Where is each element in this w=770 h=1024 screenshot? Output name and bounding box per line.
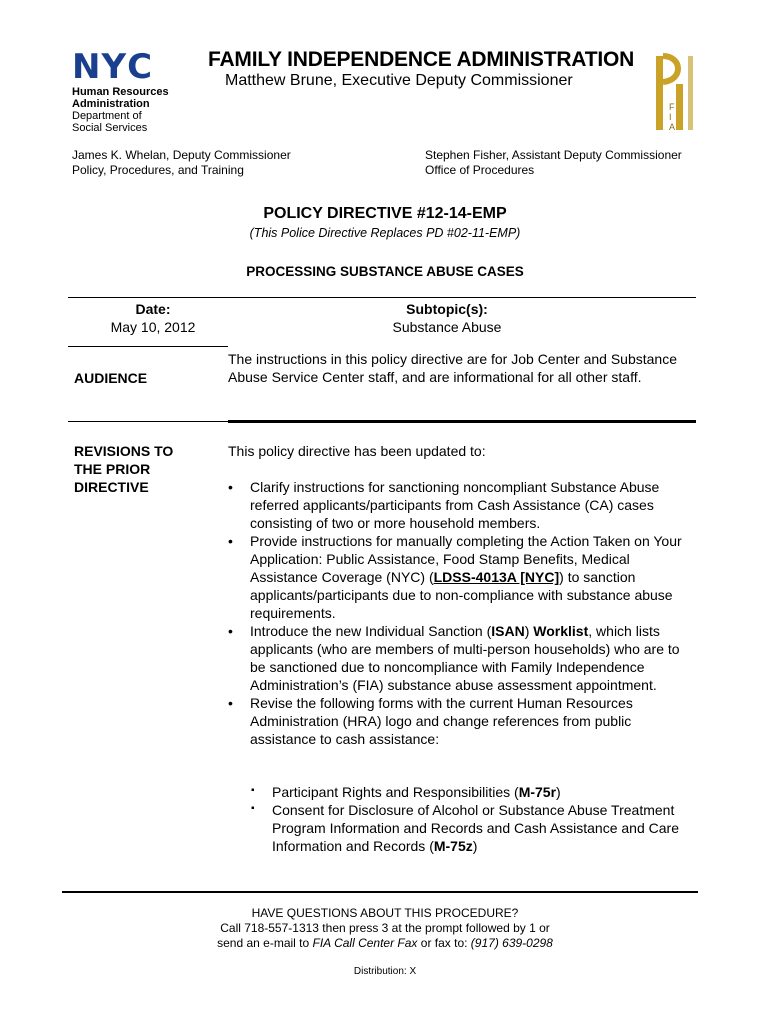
list-item: [228, 478, 688, 532]
signatory-left-office: Policy, Procedures, and Training: [72, 163, 244, 177]
signatory-right: [425, 148, 682, 178]
fia-logo-curve: [663, 56, 678, 82]
subtopic-label: Subtopic(s):: [406, 301, 488, 317]
subtopic-block: [228, 300, 666, 336]
list-item: [228, 694, 688, 748]
signatory-right-office: Office of Procedures: [425, 163, 535, 177]
fia-logo-letter-i: I: [669, 112, 672, 122]
audience-label: AUDIENCE: [74, 370, 148, 386]
bullet-text-4: Revise the following forms with the current Human Resources Administration (HRA) logo and change references from public assistance to cash assistance:: [250, 695, 633, 747]
fia-logo-bar-3: [688, 56, 693, 130]
org-title: FAMILY INDEPENDENCE ADMINISTRATION: [208, 48, 635, 71]
bullet-text-2-post: ) to sanction applicants/participants due to non-compliance with substance abuse requirements.: [250, 569, 673, 621]
bullet-text-2-pre: Provide instructions for manually completing the Action Taken on Your Application: Public Assistance, Food Stamp Benefits, Medical Assistance Coverage (NYC) (: [250, 533, 682, 585]
fia-logo-bar-2: [676, 84, 683, 130]
footer: [0, 906, 770, 951]
directive-title: POLICY DIRECTIVE #12-14-EMP: [263, 205, 507, 222]
subtopic-value: Substance Abuse: [392, 319, 502, 335]
logo-letter-n: N: [72, 47, 100, 87]
form-2-pre: Consent for Disclosure of Alcohol or Substance Abuse Treatment Program Information and Records and Cash Assistance and Care Information and Records (: [272, 802, 679, 854]
bullet-icon: •: [228, 623, 233, 639]
logo-letter-y: Y: [101, 47, 126, 87]
logo-line-1: Human Resources: [72, 86, 169, 98]
footer-question: HAVE QUESTIONS ABOUT THIS PROCEDURE?: [251, 906, 519, 920]
logo-line-3: Department of: [72, 110, 142, 122]
divider-left-1: [68, 346, 228, 347]
bullet-text-3-mid: ): [524, 623, 534, 639]
hra-logo-text: [72, 86, 202, 134]
date-block: [68, 300, 238, 336]
list-item: [248, 801, 688, 855]
list-item: [248, 783, 688, 801]
fia-logo: [652, 50, 702, 134]
org-subtitle: Matthew Brune, Executive Deputy Commissioner: [225, 72, 573, 89]
signatory-right-name: Stephen Fisher, Assistant Deputy Commissioner: [425, 148, 682, 162]
directive-replaces: (This Police Directive Replaces PD #02-11-EMP): [249, 226, 521, 240]
form-code-m75r: M-75r: [518, 784, 557, 800]
bullet-text-1: Clarify instructions for sanctioning noncompliant Substance Abuse referred applicants/participants from Cash Assistance (CA) cases consisting of two or more household members.: [250, 479, 660, 531]
revisions-label-line-3: DIRECTIVE: [74, 479, 149, 495]
revisions-label-line-1: REVISIONS TO: [74, 443, 174, 459]
logo-letter-c: C: [127, 47, 152, 87]
revisions-label: [74, 442, 173, 496]
worklist-term: Worklist: [533, 623, 589, 639]
divider-footer: [62, 891, 698, 893]
square-bullet-icon: ▪: [251, 803, 255, 814]
isan-term: ISAN: [491, 623, 525, 639]
bullet-text-3-post: , which lists applicants (who are members of multi-person households) who are to be sanctioned due to noncompliance with Family Independence Administration’s (FIA) substance abuse assessment appointment.: [250, 623, 680, 693]
divider-top: [68, 297, 696, 298]
bullet-text-3-pre: Introduce the new Individual Sanction (: [250, 623, 492, 639]
divider-audience: [228, 420, 696, 423]
directive-subject: PROCESSING SUBSTANCE ABUSE CASES: [246, 264, 524, 279]
footer-contact-pre: send an e-mail to: [217, 936, 313, 950]
bullet-icon: •: [228, 479, 233, 495]
signatory-left-name: James K. Whelan, Deputy Commissioner: [72, 148, 291, 162]
list-item: [228, 622, 688, 694]
date-label: Date:: [135, 301, 171, 317]
logo-line-2: Administration: [72, 98, 150, 110]
footer-contact: [0, 936, 770, 951]
distribution: Distribution: X: [353, 966, 417, 977]
nyc-logo-letters: [72, 47, 202, 87]
signatory-left: [72, 148, 291, 178]
fia-logo-letter-f: F: [669, 102, 675, 112]
ldss-4013a-link[interactable]: LDSS-4013A [NYC]: [433, 569, 560, 585]
revisions-list: [228, 478, 688, 748]
divider-left-2: [68, 421, 228, 422]
footer-contact-mid: or fax to:: [417, 936, 471, 950]
date-value: May 10, 2012: [110, 319, 196, 335]
fax-number: (917) 639-0298: [470, 936, 553, 950]
form-1-post: ): [556, 784, 561, 800]
footer-call: Call 718-557-1313 then press 3 at the prompt followed by 1 or: [220, 921, 550, 935]
bullet-icon: •: [228, 695, 233, 711]
forms-list: [248, 783, 688, 855]
form-1-pre: Participant Rights and Responsibilities (: [272, 784, 519, 800]
revisions-label-line-2: THE PRIOR: [74, 461, 151, 477]
hra-logo: [72, 47, 202, 134]
form-2-post: ): [472, 838, 478, 854]
list-item: [228, 532, 688, 622]
square-bullet-icon: ▪: [251, 785, 255, 796]
revisions-intro: This policy directive has been updated to:: [228, 443, 486, 459]
audience-text: The instructions in this policy directive are for Job Center and Substance Abuse Service Center staff, and are informational for all other staff.: [228, 351, 678, 385]
bullet-icon: •: [228, 533, 233, 549]
fia-logo-letter-a: A: [669, 122, 676, 132]
fia-logo-bar-1: [656, 56, 663, 130]
fia-call-center-fax: FIA Call Center Fax: [312, 936, 418, 950]
form-code-m75z: M-75z: [433, 838, 473, 854]
logo-line-4: Social Services: [72, 122, 148, 134]
